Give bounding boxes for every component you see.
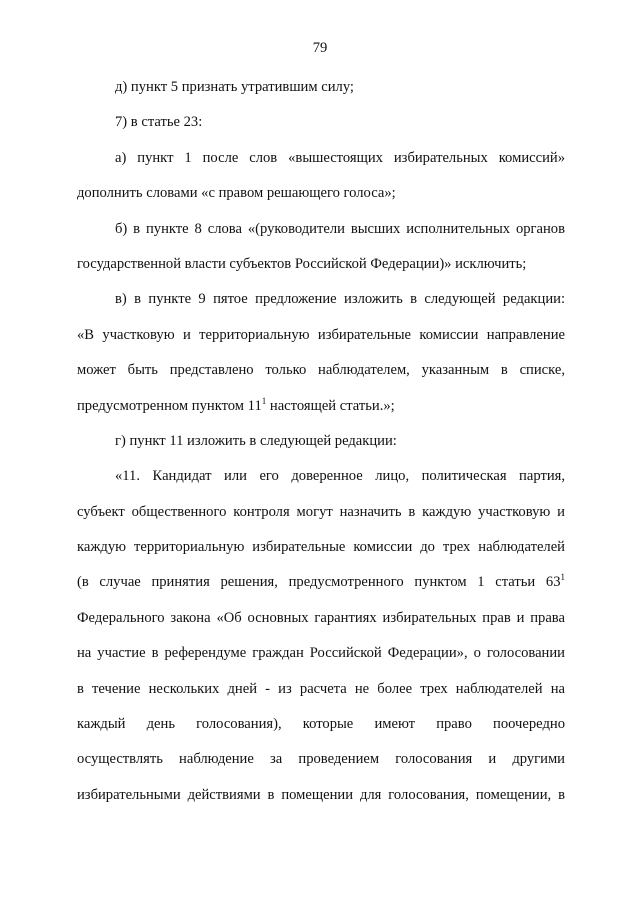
text-line: «В участковую и территориальную избирательные комиссии направление xyxy=(77,326,565,343)
text-line: каждый день голосования), которые имеют право поочередно xyxy=(77,716,565,733)
text-line xyxy=(77,389,565,424)
text-line: на участие в референдуме граждан Российской Федерации», о голосовании xyxy=(77,645,565,662)
text-fragment: (в случае принятия решения, предусмотренного пунктом 1 статьи 63 xyxy=(77,574,561,591)
text-line: может быть представлено только наблюдателем, указанным в списке, xyxy=(77,362,565,379)
text-line: а) пункт 1 после слов «вышестоящих избирательных комиссий» xyxy=(115,149,565,166)
text-line: дополнить словами «с правом решающего голоса»; xyxy=(77,185,396,202)
text-line: «11. Кандидат или его доверенное лицо, политическая партия, xyxy=(115,468,565,485)
text-line: субъект общественного контроля могут назначить в каждую участковую и xyxy=(77,503,565,520)
text-fragment: предусмотренном пунктом 11 xyxy=(77,397,262,414)
text-line: Федерального закона «Об основных гарантиях избирательных прав и права xyxy=(77,609,565,626)
superscript: 1 xyxy=(560,572,565,583)
document-body xyxy=(77,70,565,813)
text-line: г) пункт 11 изложить в следующей редакции: xyxy=(115,432,397,449)
text-line: в течение нескольких дней - из расчета не более трех наблюдателей на xyxy=(77,680,565,697)
page-number: 79 xyxy=(312,40,328,56)
text-fragment: настоящей статьи.»; xyxy=(266,397,395,414)
text-line: государственной власти субъектов Российской Федерации)» исключить; xyxy=(77,255,527,272)
text-line: 7) в статье 23: xyxy=(115,114,203,131)
text-line xyxy=(77,565,565,600)
text-line: в) в пункте 9 пятое предложение изложить в следующей редакции: xyxy=(115,291,565,308)
text-line: осуществлять наблюдение за проведением голосования и другими xyxy=(77,751,565,768)
text-line: избирательными действиями в помещении для голосования, помещении, в xyxy=(77,786,565,803)
text-line: каждую территориальную избирательные комиссии до трех наблюдателей xyxy=(77,539,565,556)
superscript: 1 xyxy=(261,395,267,406)
text-line: д) пункт 5 признать утратившим силу; xyxy=(115,79,354,95)
text-line: б) в пункте 8 слова «(руководители высших исполнительных органов xyxy=(115,220,565,237)
